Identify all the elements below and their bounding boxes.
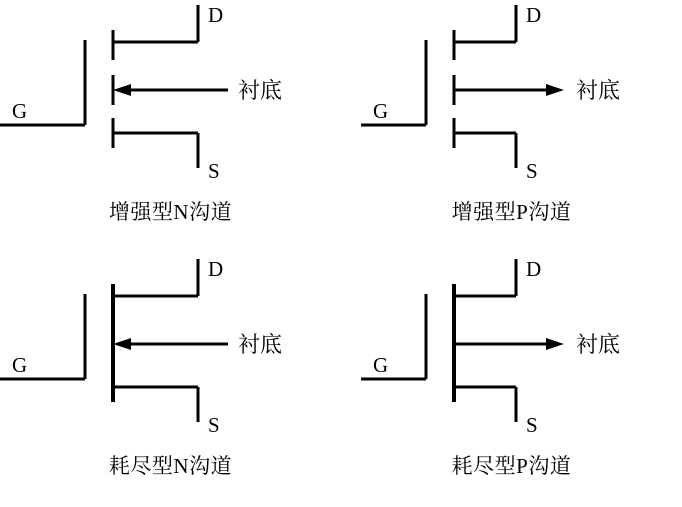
drain-label: D [208, 257, 224, 281]
source-label: S [208, 413, 220, 437]
substrate-label: 衬底 [238, 78, 283, 103]
source-label: S [526, 159, 538, 183]
gate-label: G [373, 353, 389, 377]
drain-label: D [526, 3, 542, 27]
substrate-arrow-right-icon [546, 338, 564, 350]
symbol-depletion-n-channel [0, 254, 341, 507]
gate-label: G [373, 99, 389, 123]
symbol-caption: 耗尽型N沟道 [108, 454, 233, 478]
substrate-arrow-left-icon [113, 338, 131, 350]
symbol-caption: 耗尽型P沟道 [451, 454, 572, 478]
symbol-graphic-depletion-p-channel [341, 254, 682, 454]
gate-label: G [12, 353, 28, 377]
gate-label: G [12, 99, 28, 123]
substrate-label: 衬底 [576, 332, 621, 357]
symbol-depletion-p-channel [341, 254, 682, 507]
symbol-graphic-enhancement-p-channel [341, 0, 682, 200]
source-label: S [526, 413, 538, 437]
drain-label: D [208, 3, 224, 27]
symbol-enhancement-n-channel [0, 0, 341, 253]
substrate-arrow-left-icon [113, 84, 131, 96]
substrate-arrow-right-icon [546, 84, 564, 96]
symbol-graphic-depletion-n-channel [0, 254, 341, 454]
substrate-label: 衬底 [576, 78, 621, 103]
symbol-caption: 增强型P沟道 [451, 200, 572, 224]
substrate-label: 衬底 [238, 332, 283, 357]
symbol-caption: 增强型N沟道 [108, 200, 233, 224]
symbol-enhancement-p-channel [341, 0, 682, 253]
symbol-graphic-enhancement-n-channel [0, 0, 341, 200]
drain-label: D [526, 257, 542, 281]
source-label: S [208, 159, 220, 183]
